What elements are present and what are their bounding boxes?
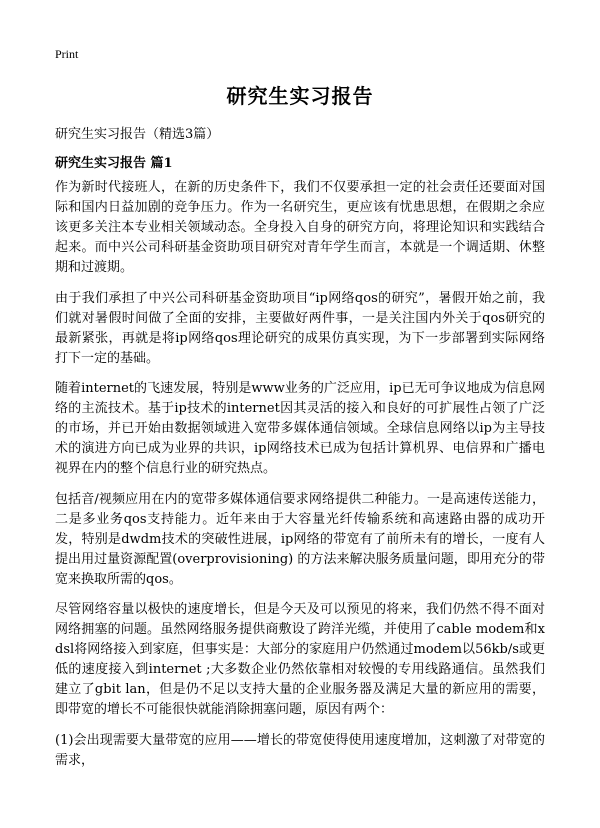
document-subtitle: 研究生实习报告（精选3篇） xyxy=(55,127,220,142)
paragraph-3: 随着internet的飞速发展，特别是www业务的广泛应用，ip已无可争议地成为信息网络的主流技术。基于ip技术的internet因其灵活的接入和良好的可扩展性占领了广泛的市场，并已开始由数据领域进入宽带多媒体通信领域。全球信息网络以ip为主导技术的演进方向已成为业界的共识，ip网络技术已成为包括计算机界、电信界和广播电视界在内的整个信息行业的研究热点。 xyxy=(55,381,545,476)
print-link[interactable]: Print xyxy=(55,47,79,61)
body-text xyxy=(55,178,545,781)
paragraph-2: 由于我们承担了中兴公司科研基金资助项目“ip网络qos的研究”，暑假开始之前，我们就对暑假时间做了全面的安排，主要做好两件事，一是关注国内外关于qos研究的最新紧张，再就是将ip网络qos理论研究的成果仿真实现，为下一步部署到实际网络打下一定的基础。 xyxy=(55,290,545,366)
paragraph-5: 尽管网络容量以极快的速度增长，但是今天及可以预见的将来，我们仍然不得不面对网络拥塞的问题。虽然网络服务提供商敷设了跨洋光缆，并使用了cable modem和xdsl将网络接入到家庭，但事实是：大部分的家庭用户仍然通过modem以56kb/s或更低的速度接入到internet ;大多数企业仍然依靠相对较慢的专用线路通信。虽然我们建立了gbit lan，但是仍不足以支持大量的企业服务器及满足大量的新应用的需要，即带宽的增长不可能很快就能消除拥塞问题，原因有两个： xyxy=(55,602,545,717)
paragraph-6: (1)会出现需要大量带宽的应用——增长的带宽使得使用速度增加，这刺激了对带宽的需求， xyxy=(55,732,545,768)
paragraph-1: 作为新时代接班人，在新的历史条件下，我们不仅要承担一定的社会责任还要面对国际和国内日益加剧的竞争压力。作为一名研究生，更应该有忧患思想，在假期之余应该更多关注本专业相关领域动态。全身投入自身的研究方向，将理论知识和实践结合起来。而中兴公司科研基金资助项目研究对青年学生而言，本就是一个调适期、休整期和过渡期。 xyxy=(55,180,545,275)
section-heading: 研究生实习报告 篇1 xyxy=(55,156,173,171)
page-title: 研究生实习报告 xyxy=(226,84,374,108)
paragraph-4: 包括音/视频应用在内的宽带多媒体通信要求网络提供二种能力。一是高速传送能力，二是多业务qos支持能力。近年来由于大容量光纤传输系统和高速路由器的成功开发，特别是dwdm技术的突破性进展，ip网络的带宽有了前所未有的增长，一度有人提出用过量资源配置(overprovisioning) 的方法来解决服务质量问题，即用充分的带宽来换取所需的qos。 xyxy=(55,491,545,587)
